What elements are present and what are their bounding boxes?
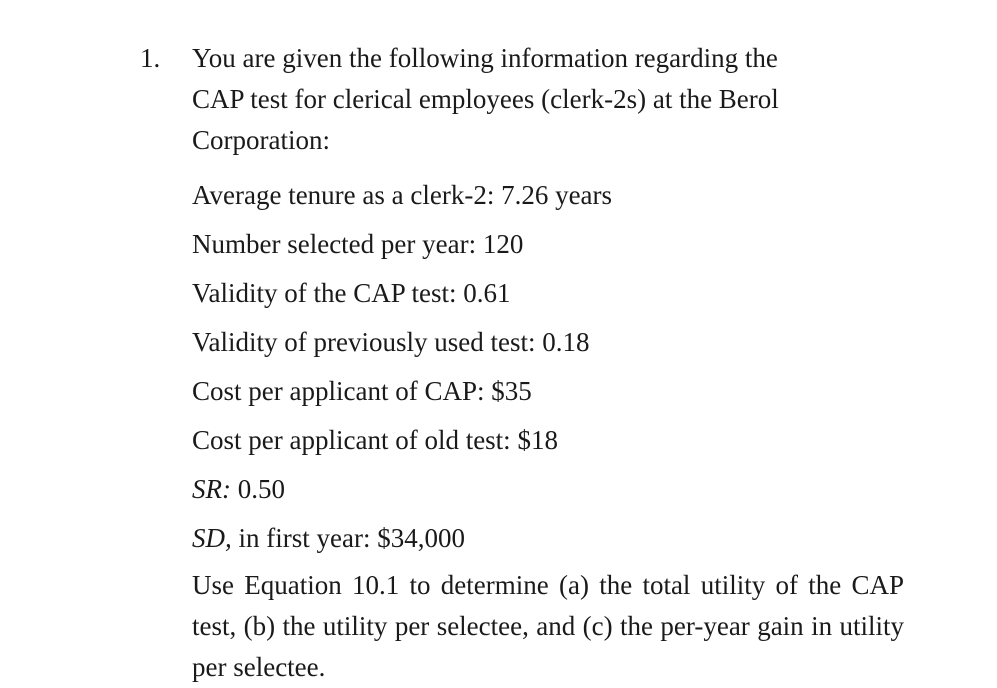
fact-cost-old: [192, 420, 912, 469]
fact-label: Validity of the CAP test:: [192, 278, 457, 308]
fact-label: Number selected per year:: [192, 229, 477, 259]
fact-cost-cap: [192, 371, 912, 420]
fact-validity-cap: [192, 273, 912, 322]
fact-value: $35: [491, 376, 532, 406]
fact-label: Cost per applicant of old test:: [192, 425, 511, 455]
fact-value: 0.61: [463, 278, 511, 308]
fact-value: 0.50: [237, 474, 285, 504]
fact-label: Validity of previously used test:: [192, 327, 536, 357]
fact-label: SR:: [192, 474, 231, 504]
fact-value: in first year: $34,000: [238, 523, 465, 553]
fact-value: $18: [517, 425, 558, 455]
fact-label: SD,: [192, 523, 232, 553]
fact-value: 7.26 years: [501, 180, 613, 210]
fact-number-selected: [192, 224, 912, 273]
problem-number: 1.: [140, 43, 161, 73]
fact-value: 120: [482, 229, 524, 259]
fact-sd-first-year: [192, 518, 912, 567]
fact-label: Average tenure as a clerk-2:: [192, 180, 495, 210]
fact-selection-ratio: [192, 469, 912, 518]
problem-question: Use Equation 10.1 to determine (a) the total utility of the CAP test, (b) the utility per selectee, and (c) the per-year gain in utility per selectee.: [192, 570, 904, 682]
given-facts-list: [192, 175, 912, 567]
fact-value: 0.18: [542, 327, 590, 357]
problem-intro: You are given the following information regarding the CAP test for clerical employees (clerk-2s) at the Berol Corporation:: [192, 43, 779, 155]
fact-validity-previous: [192, 322, 912, 371]
fact-label: Cost per applicant of CAP:: [192, 376, 485, 406]
fact-average-tenure: [192, 175, 912, 224]
